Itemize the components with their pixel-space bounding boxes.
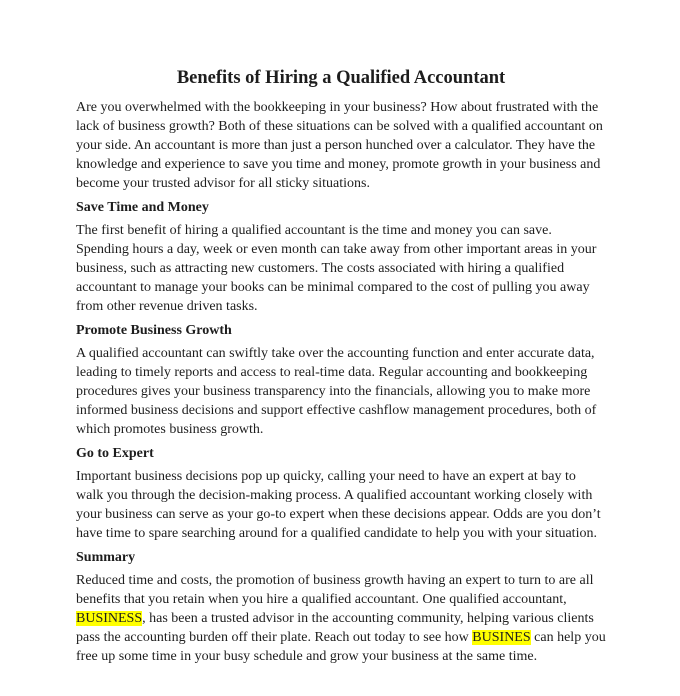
paragraph — [76, 344, 606, 439]
document-body — [76, 98, 606, 666]
text-run: , has been a trusted advisor in the accounting community, helping various clients pass the accounting burden off their plate. Reach out today to see how — [76, 611, 594, 645]
section-heading: Summary — [76, 550, 136, 565]
section-heading: Promote Business Growth — [76, 323, 232, 338]
text-run: can help you free up some time in your busy schedule and grow your business at the same time. — [76, 630, 606, 664]
paragraph — [76, 221, 606, 316]
text-run: A qualified accountant can swiftly take over the accounting function and enter accurate data, leading to timely reports and access to real-time data. Regular accounting and bookkeeping procedures gives your business transparency into the financials, allowing you to make more informed business decisions and support effective cashflow management procedures, both of which promotes business growth. — [76, 346, 597, 437]
text-run: Reduced time and costs, the promotion of business growth having an expert to turn to are all benefits that you retain when you hire a qualified accountant. One qualified accountant, — [76, 573, 594, 607]
section-heading: Go to Expert — [76, 446, 154, 461]
paragraph — [76, 571, 606, 666]
text-run: Are you overwhelmed with the bookkeeping in your business? How about frustrated with the lack of business growth? Both of these situations can be solved with a qualified accountant on your side. An accountant is more than just a person hunched over a calculator. They have the knowledge and experience to save you time and money, promote growth in your business and become your trusted advisor for all sticky situations. — [76, 100, 603, 191]
highlighted-text: BUSINESS — [76, 611, 143, 626]
paragraph — [76, 98, 606, 193]
highlighted-text: BUSINES — [472, 630, 531, 645]
section-heading: Save Time and Money — [76, 200, 209, 215]
document-title: Benefits of Hiring a Qualified Accountant — [176, 68, 506, 88]
text-run: The first benefit of hiring a qualified accountant is the time and money you can save. Spending hours a day, week or even month can take away from other important areas in your business, such as attracting new customers. The costs associated with hiring a qualified accountant to manage your books can be minimal compared to the cost of pulling you away from other revenue driven tasks. — [76, 223, 597, 314]
text-run: Important business decisions pop up quicky, calling your need to have an expert at bay to walk you through the decision-making process. A qualified accountant working closely with your business can serve as your go-to expert when these decisions appear. Odds are you don’t have time to spare searching around for a qualified candidate to help you with your situation. — [76, 469, 601, 541]
paragraph — [76, 467, 606, 543]
